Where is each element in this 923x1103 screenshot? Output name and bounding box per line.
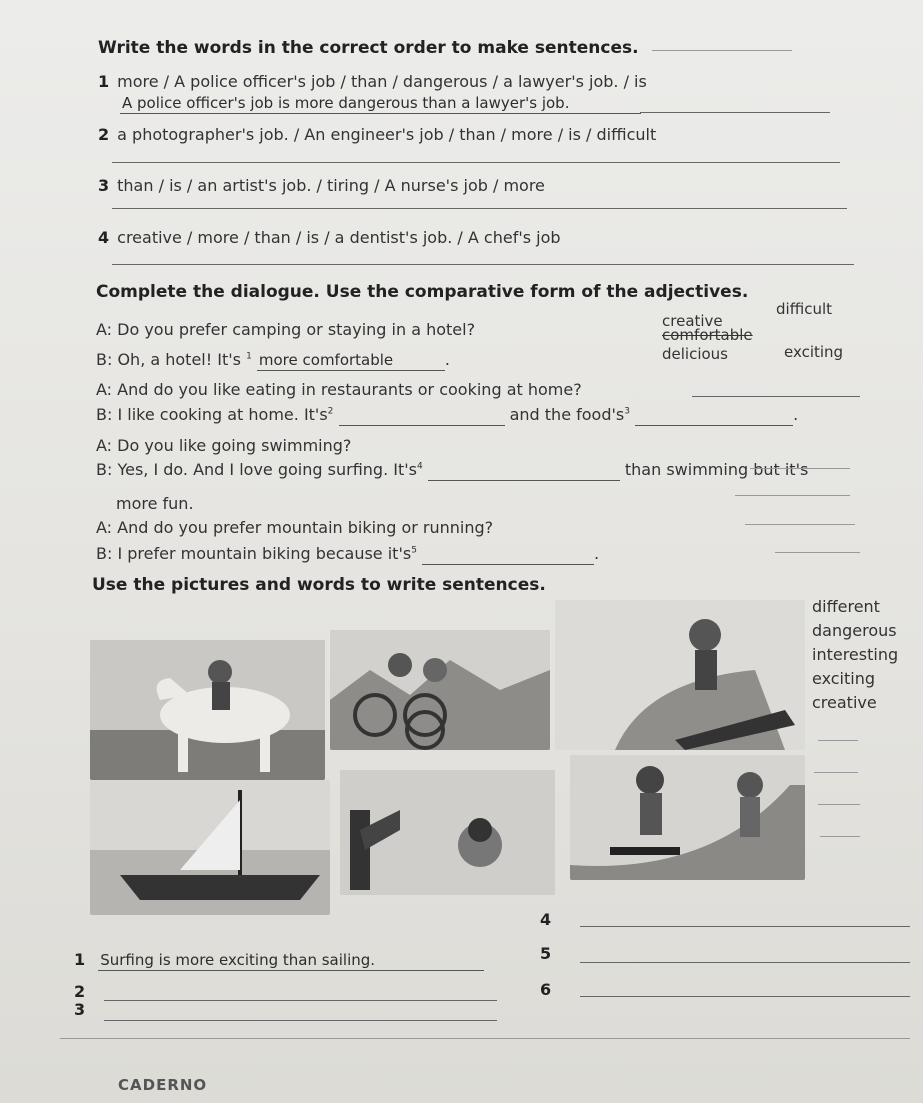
ex3-answer-1-text[interactable]: Surfing is more exciting than sailing. [98,951,484,971]
item-number: 3 [74,1000,86,1019]
decor-line [60,1038,910,1039]
word-box-comfortable: comfortable [662,326,753,344]
ex3-answer-1 [74,950,484,971]
decor-line [820,836,860,837]
word-box-creative: creative [662,312,723,330]
dialogue-line-b1 [96,350,450,371]
dialogue-line-b2 [96,405,798,426]
item-prompt: than / is / an artist's job. / tiring / A nurse's job / more [117,176,545,195]
ex3-answer-3 [74,1000,93,1019]
dialogue-line-a4: A: And do you prefer mountain biking or running? [96,518,494,537]
word-box-delicious: delicious [662,345,728,363]
picture-sailing [90,780,330,915]
ex1-item-2 [98,125,656,144]
item-number: 4 [540,910,552,929]
ex3-answer-5 [540,944,559,963]
picture-surfing [555,600,805,750]
word-exciting: exciting [812,669,876,688]
line-text: B: I like cooking at home. It's [96,405,328,424]
dialogue-line-a3: A: Do you like going swimming? [96,436,352,455]
item-number: 1 [74,950,86,969]
item-number: 1 [98,72,110,91]
ex3-answer-4 [540,910,559,929]
gap-number: 3 [624,406,630,417]
decor-line [814,772,858,773]
ex3-answer-line-2[interactable] [104,1000,497,1001]
item-number: 3 [98,176,110,195]
gap-1-answer[interactable]: more comfortable [257,351,445,371]
decor-line [652,50,792,51]
picture-rock-climbing [340,770,555,895]
word-box-difficult: difficult [776,300,832,318]
ex3-answer-2 [74,982,93,1001]
answer-line [640,112,830,113]
line-text: . [444,350,450,369]
decor-line [818,740,858,741]
gap-number: 5 [411,545,417,556]
ex3-answer-6 [540,980,559,999]
line-text: and the food's [509,405,625,424]
word-list [812,595,898,715]
footer-label: CADERNO [118,1076,208,1094]
item-number: 5 [540,944,552,963]
item-number: 4 [98,228,110,247]
item-prompt: a photographer's job. / An engineer's job / than / more / is / difficult [117,125,657,144]
gap-number: 2 [327,406,334,417]
ex1-item-3 [98,176,545,195]
dialogue-line-a2: A: And do you like eating in restaurants or cooking at home? [96,380,582,399]
line-text: B: Oh, a hotel! It's [96,350,241,369]
word-box-exciting: exciting [784,343,844,361]
ex1-answer-1[interactable]: A police officer's job is more dangerous than a lawyer's job. [120,94,641,114]
picture-mountain-biking [330,630,550,750]
word-interesting: interesting [812,645,899,664]
dialogue-line-b3 [96,460,808,481]
dialogue-line-b4 [96,544,599,565]
item-prompt: creative / more / than / is / a dentist's job. / A chef's job [117,228,561,247]
line-text: B: Yes, I do. And I love going surfing. It's [96,460,417,479]
word-dangerous: dangerous [812,621,897,640]
ex3-answer-line-4[interactable] [580,926,910,927]
item-number: 6 [540,980,552,999]
gap-number: 4 [416,461,423,472]
item-prompt: more / A police officer's job / than / dangerous / a lawyer's job. / is [117,72,647,91]
dialogue-line-a1: A: Do you prefer camping or staying in a hotel? [96,320,476,339]
word-different: different [812,597,880,616]
word-creative: creative [812,693,877,712]
exercise-1-title: Write the words in the correct order to make sentences. [98,38,639,58]
item-number: 2 [74,982,86,1001]
dialogue-line-b3-cont: more fun. [116,494,194,513]
picture-horse-riding [90,640,325,780]
decor-line [775,552,860,553]
gap-5-answer[interactable] [422,545,594,565]
gap-2-answer[interactable] [339,406,505,426]
item-number: 2 [98,125,110,144]
ex1-answer-line-4[interactable] [112,264,854,265]
ex1-answer-line-2[interactable] [112,162,840,163]
ex3-answer-line-6[interactable] [580,996,910,997]
line-text: B: I prefer mountain biking because it's [96,544,412,563]
gap-3-answer[interactable] [635,406,793,426]
answer-line [692,396,860,397]
ex1-item-1 [98,72,647,91]
ex1-answer-line-3[interactable] [112,208,847,209]
picture-skateboarding [570,755,805,880]
ex1-item-4 [98,228,561,247]
decor-line [735,495,850,496]
ex3-answer-line-3[interactable] [104,1020,497,1021]
ex3-answer-line-5[interactable] [580,962,910,963]
exercise-3-title: Use the pictures and words to write sentences. [92,575,546,595]
decor-line [750,468,850,469]
exercise-2-title: Complete the dialogue. Use the comparative form of the adjectives. [96,282,749,302]
decor-line [818,804,860,805]
line-text: than swimming but it's [624,460,809,479]
line-text: . [594,544,600,563]
decor-line [745,524,855,525]
line-text: . [793,405,799,424]
gap-number: 1 [246,351,252,362]
gap-4-answer[interactable] [428,461,620,481]
